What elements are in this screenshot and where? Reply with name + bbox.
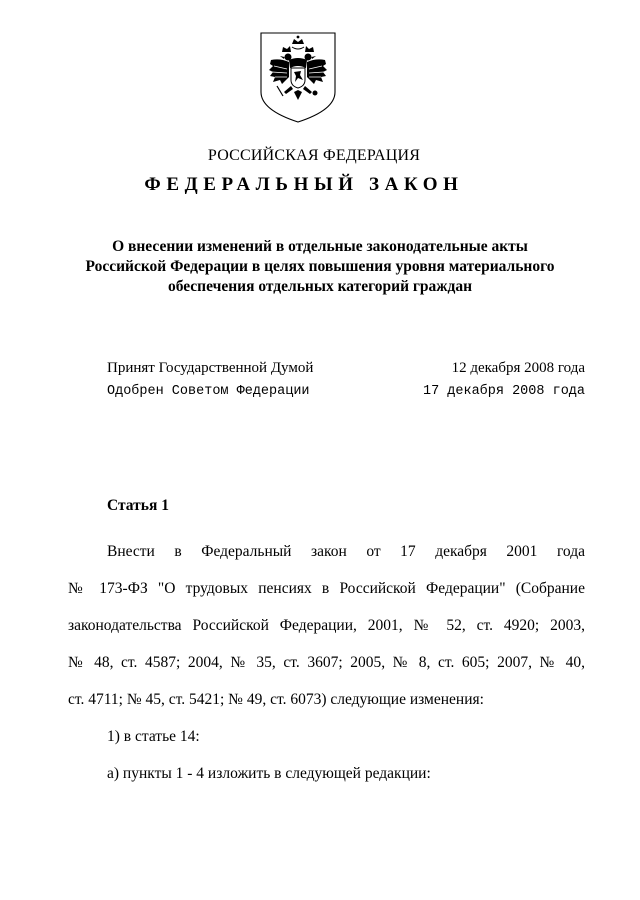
article-text-line: № 173-ФЗ "О трудовых пенсиях в Российской Федерации" (Собрание [68,580,585,597]
article-text-line: Внести в Федеральный закон от 17 декабря 2001 года [107,543,585,560]
article-list-item: 1) в статье 14: [107,728,200,745]
law-title-line: О внесении изменений в отдельные законодательные акты [112,238,528,255]
law-title-line: обеспечения отдельных категорий граждан [167,278,473,295]
duma-adoption-label: Принят Государственной Думой [107,360,314,376]
country-heading: РОССИЙСКАЯ ФЕДЕРАЦИЯ [207,147,421,164]
article-text-line: № 48, ст. 4587; 2004, № 35, ст. 3607; 2005, № 8, ст. 605; 2007, № 40, [68,654,585,671]
council-approval-label: Одобрен Советом Федерации [107,384,310,399]
article-list-item: а) пункты 1 - 4 изложить в следующей редакции: [107,765,431,782]
article-body [68,533,585,792]
law-title [60,237,580,297]
article-text-line: ст. 4711; № 45, ст. 5421; № 49, ст. 6073) следующие изменения: [68,691,484,708]
article-text-line: законодательства Российской Федерации, 2001, № 52, ст. 4920; 2003, [68,617,585,634]
duma-adoption-date: 12 декабря 2008 года [451,360,585,376]
article-heading: Статья 1 [107,497,169,514]
coat-of-arms-icon [258,30,338,124]
law-title-line: Российской Федерации в целях повышения уровня материального [85,258,555,275]
law-type-heading: ФЕДЕРАЛЬНЫЙ ЗАКОН [144,174,464,195]
council-approval-date: 17 декабря 2008 года [422,384,585,399]
